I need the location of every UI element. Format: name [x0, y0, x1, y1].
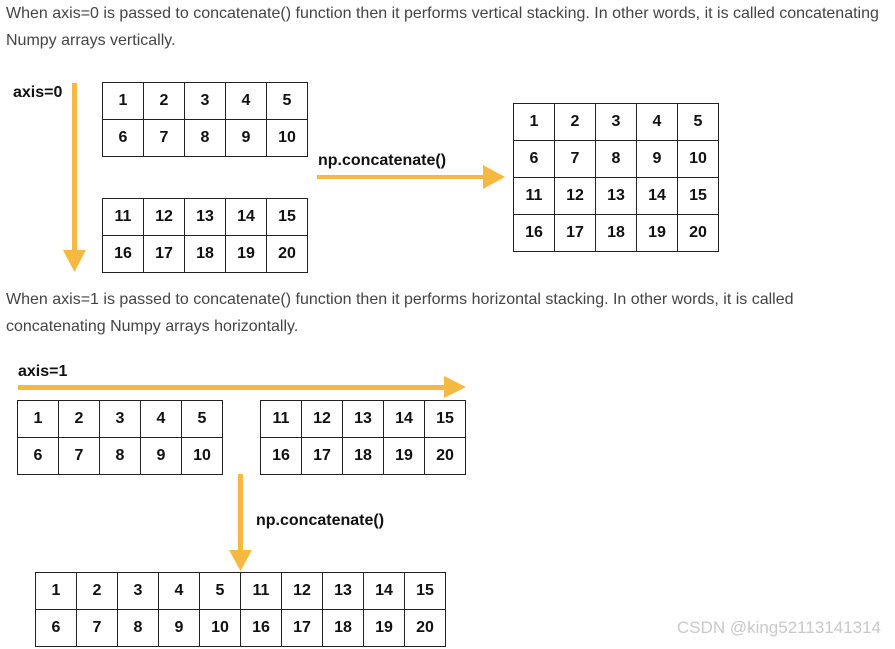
- array-cell: 17: [302, 438, 343, 475]
- array-cell: 4: [637, 104, 678, 141]
- array-cell: 20: [405, 610, 446, 647]
- concat-label-bottom: np.concatenate(): [256, 512, 385, 529]
- array-cell: 4: [159, 573, 200, 610]
- table-row: [103, 236, 308, 273]
- array-cell: 1: [18, 401, 59, 438]
- array-cell: 19: [364, 610, 405, 647]
- table-row: [36, 610, 446, 647]
- array-cell: 19: [637, 215, 678, 252]
- array-cell: 1: [36, 573, 77, 610]
- array-cell: 2: [59, 401, 100, 438]
- array-cell: 12: [144, 199, 185, 236]
- array-cell: 1: [103, 83, 144, 120]
- array-cell: 11: [103, 199, 144, 236]
- array-cell: 15: [678, 178, 719, 215]
- array-cell: 2: [77, 573, 118, 610]
- axis0-arrow-head: [63, 250, 86, 272]
- axis1-label: axis=1: [18, 363, 68, 380]
- array-cell: 6: [18, 438, 59, 475]
- array-cell: 16: [514, 215, 555, 252]
- array-cell: 11: [261, 401, 302, 438]
- array-cell: 10: [678, 141, 719, 178]
- array-cell: 7: [77, 610, 118, 647]
- table-row: [18, 401, 223, 438]
- array-cell: 19: [226, 236, 267, 273]
- axis1-arrow-head: [444, 376, 466, 398]
- array-cell: 16: [261, 438, 302, 475]
- vertical-array-b: [102, 198, 308, 273]
- vertical-description: When axis=0 is passed to concatenate() function then it performs vertical stacking. In other words, it is called concatenating Numpy arrays vertically.: [6, 5, 879, 49]
- table-row: [103, 83, 308, 120]
- vertical-array-a: [102, 82, 308, 157]
- array-cell: 6: [36, 610, 77, 647]
- array-cell: 17: [144, 236, 185, 273]
- array-cell: 18: [323, 610, 364, 647]
- vertical-result-array: [513, 103, 719, 252]
- array-cell: 12: [302, 401, 343, 438]
- array-cell: 6: [514, 141, 555, 178]
- table-row: [261, 438, 466, 475]
- array-cell: 12: [282, 573, 323, 610]
- array-cell: 4: [226, 83, 267, 120]
- array-cell: 18: [185, 236, 226, 273]
- table-row: [514, 141, 719, 178]
- array-cell: 3: [118, 573, 159, 610]
- array-cell: 17: [555, 215, 596, 252]
- horizontal-description: When axis=1 is passed to concatenate() function then it performs horizontal stacking. In other words, it is called concatenating Numpy arrays horizontally.: [6, 291, 794, 335]
- table-row: [36, 573, 446, 610]
- array-cell: 16: [103, 236, 144, 273]
- array-cell: 3: [596, 104, 637, 141]
- array-cell: 15: [267, 199, 308, 236]
- array-cell: 11: [241, 573, 282, 610]
- concat-arrow-shaft-top: [317, 175, 485, 179]
- array-cell: 5: [200, 573, 241, 610]
- table-row: [103, 199, 308, 236]
- table-row: [261, 401, 466, 438]
- concat-arrow-head-bottom: [229, 550, 252, 571]
- array-cell: 9: [141, 438, 182, 475]
- array-cell: 16: [241, 610, 282, 647]
- array-cell: 18: [596, 215, 637, 252]
- array-cell: 14: [226, 199, 267, 236]
- array-cell: 10: [182, 438, 223, 475]
- array-cell: 8: [185, 120, 226, 157]
- array-cell: 9: [637, 141, 678, 178]
- horizontal-result-array: [35, 572, 446, 647]
- array-cell: 5: [182, 401, 223, 438]
- array-cell: 2: [555, 104, 596, 141]
- array-cell: 20: [678, 215, 719, 252]
- array-cell: 13: [343, 401, 384, 438]
- array-cell: 6: [103, 120, 144, 157]
- array-cell: 2: [144, 83, 185, 120]
- array-cell: 1: [514, 104, 555, 141]
- array-cell: 13: [323, 573, 364, 610]
- table-row: [514, 178, 719, 215]
- array-cell: 19: [384, 438, 425, 475]
- array-cell: 3: [185, 83, 226, 120]
- array-cell: 13: [185, 199, 226, 236]
- concat-arrow-head-top: [483, 165, 505, 189]
- array-cell: 14: [364, 573, 405, 610]
- array-cell: 3: [100, 401, 141, 438]
- array-cell: 14: [637, 178, 678, 215]
- array-cell: 8: [596, 141, 637, 178]
- array-cell: 10: [200, 610, 241, 647]
- array-cell: 20: [425, 438, 466, 475]
- horizontal-array-a: [17, 400, 223, 475]
- axis1-arrow-shaft: [18, 385, 446, 390]
- csdn-watermark: CSDN @king52113141314: [676, 618, 881, 637]
- array-cell: 5: [267, 83, 308, 120]
- array-cell: 15: [425, 401, 466, 438]
- array-cell: 15: [405, 573, 446, 610]
- array-cell: 12: [555, 178, 596, 215]
- array-cell: 10: [267, 120, 308, 157]
- array-cell: 18: [343, 438, 384, 475]
- table-row: [514, 104, 719, 141]
- array-cell: 17: [282, 610, 323, 647]
- array-cell: 11: [514, 178, 555, 215]
- axis0-arrow-shaft: [72, 83, 77, 253]
- horizontal-array-b: [260, 400, 466, 475]
- array-cell: 4: [141, 401, 182, 438]
- array-cell: 20: [267, 236, 308, 273]
- table-row: [514, 215, 719, 252]
- array-cell: 7: [144, 120, 185, 157]
- array-cell: 7: [555, 141, 596, 178]
- table-row: [18, 438, 223, 475]
- array-cell: 13: [596, 178, 637, 215]
- array-cell: 9: [159, 610, 200, 647]
- table-row: [103, 120, 308, 157]
- array-cell: 14: [384, 401, 425, 438]
- concat-arrow-shaft-bottom: [238, 474, 243, 552]
- array-cell: 8: [118, 610, 159, 647]
- axis0-label: axis=0: [13, 84, 63, 101]
- array-cell: 9: [226, 120, 267, 157]
- array-cell: 7: [59, 438, 100, 475]
- array-cell: 5: [678, 104, 719, 141]
- array-cell: 8: [100, 438, 141, 475]
- concat-label-top: np.concatenate(): [318, 152, 447, 169]
